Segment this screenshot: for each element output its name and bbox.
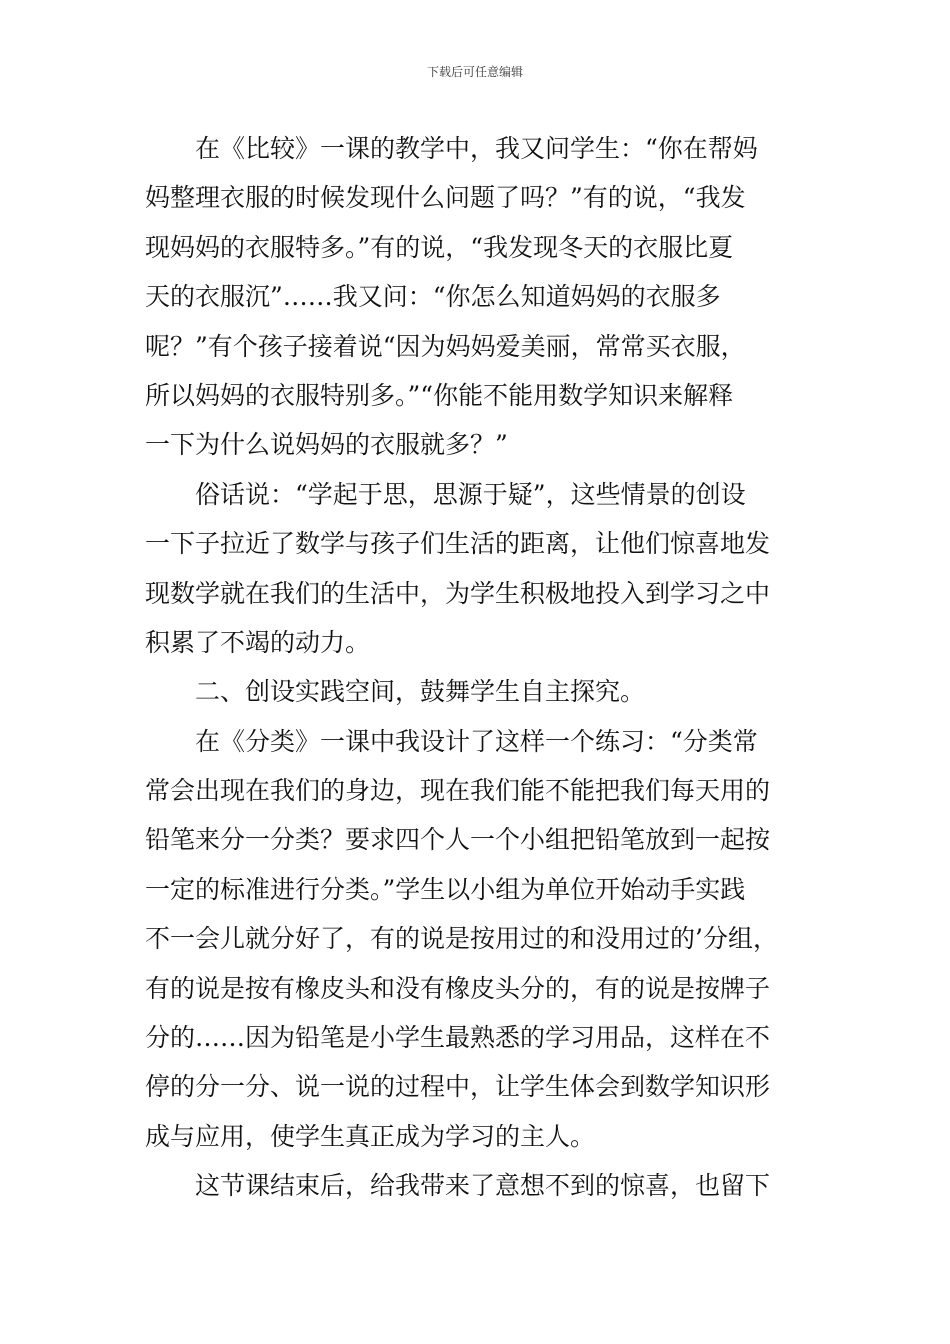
text-line: 现数学就在我们的生活中，为学生积极地投入到学习之中 <box>145 578 771 608</box>
page-header: 下载后可任意编辑 <box>426 65 523 79</box>
text-line: 这节课结束后，给我带来了意想不到的惊喜，也留下 <box>195 1171 771 1201</box>
text-line: 停的分一分、说一说的过程中，让学生体会到数学知识形 <box>145 1072 771 1102</box>
text-line: 有的说是按有橡皮头和没有橡皮头分的，有的说是按牌子 <box>145 973 771 1003</box>
text-line: 成与应用，使学生真正成为学习的主人。 <box>145 1121 596 1151</box>
text-line: 不一会儿就分好了，有的说是按用过的和没用过的’分组， <box>145 924 778 954</box>
text-line: 二、创设实践空间，鼓舞学生自主探究。 <box>195 677 646 707</box>
text-line: 一定的标准进行分类。”学生以小组为单位开始动手实践 <box>145 874 746 904</box>
text-line: 所以妈妈的衣服特别多。”“你能不能用数学知识来解释 <box>145 380 734 410</box>
text-line: 现妈妈的衣服特多。”有的说，“我发现冬天的衣服比夏 <box>145 232 734 262</box>
text-line: 天的衣服沉”……我又问：“你怎么知道妈妈的衣服多 <box>145 282 721 312</box>
document-body <box>145 124 810 1211</box>
text-line: 分的……因为铅笔是小学生最熟悉的学习用品，这样在不 <box>145 1023 771 1053</box>
text-line: 一下子拉近了数学与孩子们生活的距离，让他们惊喜地发 <box>145 529 771 559</box>
text-line: 铅笔来分一分类？要求四个人一个小组把铅笔放到一起按 <box>145 825 771 855</box>
text-line: 俗话说：“学起于思，思源于疑”，这些情景的创设 <box>195 479 746 509</box>
text-line: 在《比较》一课的教学中，我又问学生：“你在帮妈 <box>195 134 758 163</box>
text-line: 一下为什么说妈妈的衣服就多？” <box>145 430 508 460</box>
text-line: 妈整理衣服的时候发现什么问题了吗？”有的说，“我发 <box>145 183 746 213</box>
text-line: 常会出现在我们的身边，现在我们能不能把我们每天用的 <box>145 776 771 806</box>
text-line: 积累了不竭的动力。 <box>145 627 371 657</box>
text-line: 呢？”有个孩子接着说“因为妈妈爱美丽，常常买衣服， <box>145 331 746 361</box>
text-line: 在《分类》一课中我设计了这样一个练习：“分类常 <box>195 726 758 756</box>
